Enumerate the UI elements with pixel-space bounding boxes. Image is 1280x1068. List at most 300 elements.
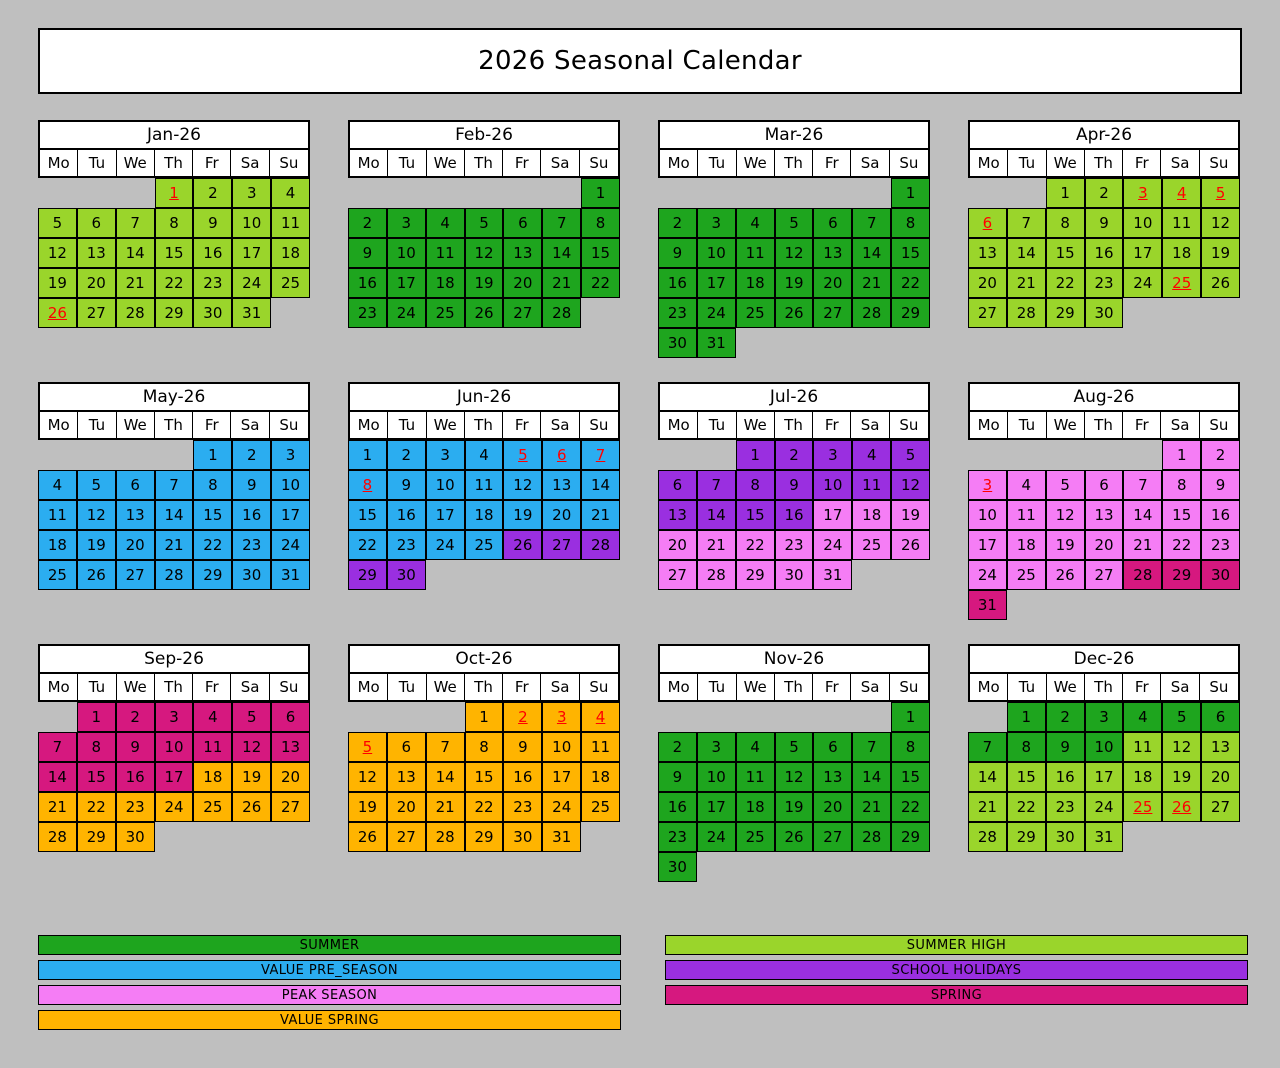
- day-cell[interactable]: [658, 822, 697, 852]
- day-cell[interactable]: [465, 530, 504, 560]
- day-cell[interactable]: [503, 530, 542, 560]
- day-cell[interactable]: [387, 440, 426, 470]
- day-cell[interactable]: [736, 298, 775, 328]
- day-cell[interactable]: [891, 238, 930, 268]
- day-cell[interactable]: [426, 470, 465, 500]
- day-cell[interactable]: [736, 732, 775, 762]
- day-cell[interactable]: [658, 530, 697, 560]
- day-cell[interactable]: [1201, 208, 1240, 238]
- day-cell[interactable]: [1046, 792, 1085, 822]
- day-cell[interactable]: [155, 702, 194, 732]
- day-cell[interactable]: [1007, 268, 1046, 298]
- day-cell[interactable]: [116, 470, 155, 500]
- day-cell[interactable]: [1046, 470, 1085, 500]
- day-cell[interactable]: [348, 732, 387, 762]
- day-cell[interactable]: [426, 298, 465, 328]
- day-cell[interactable]: [77, 500, 116, 530]
- day-cell[interactable]: [891, 530, 930, 560]
- day-cell[interactable]: [503, 298, 542, 328]
- day-cell[interactable]: [852, 500, 891, 530]
- day-cell[interactable]: [891, 298, 930, 328]
- day-cell[interactable]: [271, 500, 310, 530]
- day-cell[interactable]: [116, 268, 155, 298]
- day-cell[interactable]: [736, 500, 775, 530]
- day-cell[interactable]: [813, 762, 852, 792]
- day-cell[interactable]: [1085, 762, 1124, 792]
- day-cell[interactable]: [658, 328, 697, 358]
- day-cell[interactable]: [1046, 762, 1085, 792]
- day-cell[interactable]: [348, 792, 387, 822]
- day-cell[interactable]: [852, 732, 891, 762]
- day-cell[interactable]: [775, 822, 814, 852]
- day-cell[interactable]: [775, 560, 814, 590]
- day-cell[interactable]: [697, 208, 736, 238]
- day-cell[interactable]: [968, 560, 1007, 590]
- day-cell[interactable]: [542, 208, 581, 238]
- day-cell[interactable]: [1201, 470, 1240, 500]
- day-cell[interactable]: [503, 702, 542, 732]
- day-cell[interactable]: [271, 268, 310, 298]
- day-cell[interactable]: [426, 822, 465, 852]
- day-cell[interactable]: [232, 530, 271, 560]
- day-cell[interactable]: [1046, 822, 1085, 852]
- day-cell[interactable]: [232, 440, 271, 470]
- day-cell[interactable]: [271, 702, 310, 732]
- day-cell[interactable]: [387, 298, 426, 328]
- day-cell[interactable]: [581, 440, 620, 470]
- day-cell[interactable]: [852, 822, 891, 852]
- day-cell[interactable]: [387, 470, 426, 500]
- day-cell[interactable]: [387, 822, 426, 852]
- day-cell[interactable]: [542, 732, 581, 762]
- day-cell[interactable]: [38, 762, 77, 792]
- day-cell[interactable]: [503, 470, 542, 500]
- day-cell[interactable]: [465, 500, 504, 530]
- day-cell[interactable]: [38, 208, 77, 238]
- day-cell[interactable]: [503, 238, 542, 268]
- day-cell[interactable]: [891, 792, 930, 822]
- day-cell[interactable]: [658, 238, 697, 268]
- day-cell[interactable]: [155, 560, 194, 590]
- day-cell[interactable]: [891, 470, 930, 500]
- day-cell[interactable]: [1162, 762, 1201, 792]
- day-cell[interactable]: [348, 208, 387, 238]
- day-cell[interactable]: [775, 762, 814, 792]
- day-cell[interactable]: [1007, 470, 1046, 500]
- day-cell[interactable]: [813, 208, 852, 238]
- day-cell[interactable]: [542, 762, 581, 792]
- day-cell[interactable]: [1123, 178, 1162, 208]
- day-cell[interactable]: [271, 208, 310, 238]
- day-cell[interactable]: [736, 470, 775, 500]
- day-cell[interactable]: [503, 792, 542, 822]
- day-cell[interactable]: [658, 500, 697, 530]
- day-cell[interactable]: [232, 268, 271, 298]
- day-cell[interactable]: [697, 530, 736, 560]
- day-cell[interactable]: [1123, 238, 1162, 268]
- day-cell[interactable]: [581, 268, 620, 298]
- day-cell[interactable]: [465, 702, 504, 732]
- day-cell[interactable]: [38, 238, 77, 268]
- day-cell[interactable]: [38, 470, 77, 500]
- day-cell[interactable]: [697, 298, 736, 328]
- day-cell[interactable]: [1162, 470, 1201, 500]
- day-cell[interactable]: [465, 762, 504, 792]
- day-cell[interactable]: [193, 238, 232, 268]
- day-cell[interactable]: [348, 238, 387, 268]
- day-cell[interactable]: [658, 470, 697, 500]
- day-cell[interactable]: [891, 178, 930, 208]
- day-cell[interactable]: [348, 560, 387, 590]
- day-cell[interactable]: [38, 792, 77, 822]
- day-cell[interactable]: [1162, 178, 1201, 208]
- day-cell[interactable]: [155, 178, 194, 208]
- day-cell[interactable]: [77, 762, 116, 792]
- day-cell[interactable]: [116, 208, 155, 238]
- day-cell[interactable]: [503, 732, 542, 762]
- day-cell[interactable]: [232, 702, 271, 732]
- day-cell[interactable]: [193, 702, 232, 732]
- day-cell[interactable]: [852, 298, 891, 328]
- day-cell[interactable]: [542, 440, 581, 470]
- day-cell[interactable]: [271, 470, 310, 500]
- day-cell[interactable]: [658, 560, 697, 590]
- day-cell[interactable]: [658, 762, 697, 792]
- day-cell[interactable]: [1085, 268, 1124, 298]
- day-cell[interactable]: [155, 792, 194, 822]
- day-cell[interactable]: [736, 440, 775, 470]
- day-cell[interactable]: [658, 792, 697, 822]
- day-cell[interactable]: [891, 732, 930, 762]
- day-cell[interactable]: [813, 238, 852, 268]
- day-cell[interactable]: [1201, 762, 1240, 792]
- day-cell[interactable]: [348, 440, 387, 470]
- day-cell[interactable]: [1007, 822, 1046, 852]
- day-cell[interactable]: [232, 178, 271, 208]
- day-cell[interactable]: [1085, 702, 1124, 732]
- day-cell[interactable]: [426, 500, 465, 530]
- day-cell[interactable]: [1201, 268, 1240, 298]
- day-cell[interactable]: [38, 530, 77, 560]
- day-cell[interactable]: [465, 792, 504, 822]
- day-cell[interactable]: [193, 470, 232, 500]
- day-cell[interactable]: [813, 822, 852, 852]
- day-cell[interactable]: [581, 178, 620, 208]
- day-cell[interactable]: [77, 238, 116, 268]
- day-cell[interactable]: [193, 792, 232, 822]
- day-cell[interactable]: [968, 732, 1007, 762]
- day-cell[interactable]: [1007, 238, 1046, 268]
- day-cell[interactable]: [775, 298, 814, 328]
- day-cell[interactable]: [968, 500, 1007, 530]
- day-cell[interactable]: [232, 792, 271, 822]
- day-cell[interactable]: [891, 268, 930, 298]
- day-cell[interactable]: [387, 500, 426, 530]
- day-cell[interactable]: [1007, 792, 1046, 822]
- day-cell[interactable]: [1085, 822, 1124, 852]
- day-cell[interactable]: [658, 732, 697, 762]
- day-cell[interactable]: [852, 268, 891, 298]
- day-cell[interactable]: [736, 530, 775, 560]
- day-cell[interactable]: [1046, 560, 1085, 590]
- day-cell[interactable]: [1085, 238, 1124, 268]
- day-cell[interactable]: [697, 762, 736, 792]
- day-cell[interactable]: [813, 268, 852, 298]
- day-cell[interactable]: [1162, 268, 1201, 298]
- day-cell[interactable]: [813, 732, 852, 762]
- day-cell[interactable]: [1046, 530, 1085, 560]
- day-cell[interactable]: [348, 762, 387, 792]
- day-cell[interactable]: [542, 792, 581, 822]
- day-cell[interactable]: [1046, 178, 1085, 208]
- day-cell[interactable]: [155, 238, 194, 268]
- day-cell[interactable]: [271, 530, 310, 560]
- day-cell[interactable]: [116, 822, 155, 852]
- day-cell[interactable]: [1123, 500, 1162, 530]
- day-cell[interactable]: [736, 560, 775, 590]
- day-cell[interactable]: [1007, 732, 1046, 762]
- day-cell[interactable]: [852, 762, 891, 792]
- day-cell[interactable]: [1085, 732, 1124, 762]
- day-cell[interactable]: [1123, 792, 1162, 822]
- day-cell[interactable]: [697, 792, 736, 822]
- day-cell[interactable]: [503, 440, 542, 470]
- day-cell[interactable]: [116, 762, 155, 792]
- day-cell[interactable]: [193, 500, 232, 530]
- day-cell[interactable]: [116, 298, 155, 328]
- day-cell[interactable]: [116, 530, 155, 560]
- day-cell[interactable]: [387, 792, 426, 822]
- day-cell[interactable]: [426, 792, 465, 822]
- day-cell[interactable]: [542, 298, 581, 328]
- day-cell[interactable]: [1085, 298, 1124, 328]
- day-cell[interactable]: [503, 500, 542, 530]
- day-cell[interactable]: [1162, 560, 1201, 590]
- day-cell[interactable]: [581, 208, 620, 238]
- day-cell[interactable]: [155, 762, 194, 792]
- day-cell[interactable]: [736, 822, 775, 852]
- day-cell[interactable]: [775, 238, 814, 268]
- day-cell[interactable]: [77, 792, 116, 822]
- day-cell[interactable]: [348, 822, 387, 852]
- day-cell[interactable]: [1123, 732, 1162, 762]
- day-cell[interactable]: [348, 530, 387, 560]
- day-cell[interactable]: [426, 268, 465, 298]
- day-cell[interactable]: [697, 822, 736, 852]
- day-cell[interactable]: [426, 238, 465, 268]
- day-cell[interactable]: [465, 822, 504, 852]
- day-cell[interactable]: [1201, 530, 1240, 560]
- day-cell[interactable]: [465, 238, 504, 268]
- day-cell[interactable]: [1201, 500, 1240, 530]
- day-cell[interactable]: [1123, 268, 1162, 298]
- day-cell[interactable]: [1162, 702, 1201, 732]
- day-cell[interactable]: [77, 530, 116, 560]
- day-cell[interactable]: [1162, 792, 1201, 822]
- day-cell[interactable]: [581, 530, 620, 560]
- day-cell[interactable]: [77, 298, 116, 328]
- day-cell[interactable]: [193, 268, 232, 298]
- day-cell[interactable]: [77, 560, 116, 590]
- day-cell[interactable]: [426, 208, 465, 238]
- day-cell[interactable]: [232, 500, 271, 530]
- day-cell[interactable]: [348, 298, 387, 328]
- day-cell[interactable]: [968, 470, 1007, 500]
- day-cell[interactable]: [387, 530, 426, 560]
- day-cell[interactable]: [891, 822, 930, 852]
- day-cell[interactable]: [1085, 500, 1124, 530]
- day-cell[interactable]: [155, 732, 194, 762]
- day-cell[interactable]: [193, 762, 232, 792]
- day-cell[interactable]: [116, 732, 155, 762]
- day-cell[interactable]: [697, 500, 736, 530]
- day-cell[interactable]: [581, 500, 620, 530]
- day-cell[interactable]: [232, 732, 271, 762]
- day-cell[interactable]: [968, 268, 1007, 298]
- day-cell[interactable]: [813, 792, 852, 822]
- day-cell[interactable]: [891, 762, 930, 792]
- day-cell[interactable]: [38, 560, 77, 590]
- day-cell[interactable]: [271, 732, 310, 762]
- day-cell[interactable]: [116, 238, 155, 268]
- day-cell[interactable]: [1201, 560, 1240, 590]
- day-cell[interactable]: [1123, 470, 1162, 500]
- day-cell[interactable]: [387, 762, 426, 792]
- day-cell[interactable]: [155, 530, 194, 560]
- day-cell[interactable]: [658, 268, 697, 298]
- day-cell[interactable]: [542, 500, 581, 530]
- day-cell[interactable]: [193, 298, 232, 328]
- day-cell[interactable]: [38, 298, 77, 328]
- day-cell[interactable]: [1007, 762, 1046, 792]
- day-cell[interactable]: [77, 822, 116, 852]
- day-cell[interactable]: [968, 590, 1007, 620]
- day-cell[interactable]: [38, 268, 77, 298]
- day-cell[interactable]: [1162, 500, 1201, 530]
- day-cell[interactable]: [1085, 208, 1124, 238]
- day-cell[interactable]: [426, 530, 465, 560]
- day-cell[interactable]: [155, 298, 194, 328]
- day-cell[interactable]: [348, 268, 387, 298]
- day-cell[interactable]: [968, 208, 1007, 238]
- day-cell[interactable]: [193, 560, 232, 590]
- day-cell[interactable]: [271, 762, 310, 792]
- day-cell[interactable]: [813, 440, 852, 470]
- day-cell[interactable]: [736, 238, 775, 268]
- day-cell[interactable]: [775, 530, 814, 560]
- day-cell[interactable]: [775, 440, 814, 470]
- day-cell[interactable]: [1201, 238, 1240, 268]
- day-cell[interactable]: [1123, 530, 1162, 560]
- day-cell[interactable]: [465, 732, 504, 762]
- day-cell[interactable]: [852, 530, 891, 560]
- day-cell[interactable]: [697, 560, 736, 590]
- day-cell[interactable]: [775, 470, 814, 500]
- day-cell[interactable]: [387, 238, 426, 268]
- day-cell[interactable]: [1201, 440, 1240, 470]
- day-cell[interactable]: [1046, 732, 1085, 762]
- day-cell[interactable]: [1162, 208, 1201, 238]
- day-cell[interactable]: [77, 470, 116, 500]
- day-cell[interactable]: [658, 208, 697, 238]
- day-cell[interactable]: [1046, 238, 1085, 268]
- day-cell[interactable]: [1007, 560, 1046, 590]
- day-cell[interactable]: [193, 440, 232, 470]
- day-cell[interactable]: [775, 268, 814, 298]
- day-cell[interactable]: [891, 440, 930, 470]
- day-cell[interactable]: [1162, 732, 1201, 762]
- day-cell[interactable]: [581, 732, 620, 762]
- day-cell[interactable]: [1123, 208, 1162, 238]
- day-cell[interactable]: [232, 470, 271, 500]
- day-cell[interactable]: [193, 208, 232, 238]
- day-cell[interactable]: [232, 762, 271, 792]
- day-cell[interactable]: [426, 762, 465, 792]
- day-cell[interactable]: [38, 500, 77, 530]
- day-cell[interactable]: [1123, 702, 1162, 732]
- day-cell[interactable]: [542, 530, 581, 560]
- day-cell[interactable]: [116, 702, 155, 732]
- day-cell[interactable]: [116, 500, 155, 530]
- day-cell[interactable]: [968, 238, 1007, 268]
- day-cell[interactable]: [193, 530, 232, 560]
- day-cell[interactable]: [465, 298, 504, 328]
- day-cell[interactable]: [968, 530, 1007, 560]
- day-cell[interactable]: [891, 208, 930, 238]
- day-cell[interactable]: [465, 268, 504, 298]
- day-cell[interactable]: [542, 470, 581, 500]
- day-cell[interactable]: [736, 208, 775, 238]
- day-cell[interactable]: [697, 238, 736, 268]
- day-cell[interactable]: [1007, 208, 1046, 238]
- day-cell[interactable]: [348, 470, 387, 500]
- day-cell[interactable]: [155, 470, 194, 500]
- day-cell[interactable]: [271, 440, 310, 470]
- day-cell[interactable]: [232, 560, 271, 590]
- day-cell[interactable]: [232, 208, 271, 238]
- day-cell[interactable]: [697, 732, 736, 762]
- day-cell[interactable]: [968, 762, 1007, 792]
- day-cell[interactable]: [503, 762, 542, 792]
- day-cell[interactable]: [465, 440, 504, 470]
- day-cell[interactable]: [1046, 500, 1085, 530]
- day-cell[interactable]: [1123, 560, 1162, 590]
- day-cell[interactable]: [852, 470, 891, 500]
- day-cell[interactable]: [155, 268, 194, 298]
- day-cell[interactable]: [1201, 702, 1240, 732]
- day-cell[interactable]: [736, 762, 775, 792]
- day-cell[interactable]: [193, 178, 232, 208]
- day-cell[interactable]: [891, 500, 930, 530]
- day-cell[interactable]: [813, 560, 852, 590]
- day-cell[interactable]: [891, 702, 930, 732]
- day-cell[interactable]: [968, 822, 1007, 852]
- day-cell[interactable]: [542, 702, 581, 732]
- day-cell[interactable]: [1007, 500, 1046, 530]
- day-cell[interactable]: [387, 560, 426, 590]
- day-cell[interactable]: [813, 500, 852, 530]
- day-cell[interactable]: [271, 178, 310, 208]
- day-cell[interactable]: [1162, 238, 1201, 268]
- day-cell[interactable]: [465, 208, 504, 238]
- day-cell[interactable]: [542, 822, 581, 852]
- day-cell[interactable]: [1162, 530, 1201, 560]
- day-cell[interactable]: [232, 238, 271, 268]
- day-cell[interactable]: [697, 268, 736, 298]
- day-cell[interactable]: [38, 732, 77, 762]
- day-cell[interactable]: [348, 500, 387, 530]
- day-cell[interactable]: [38, 822, 77, 852]
